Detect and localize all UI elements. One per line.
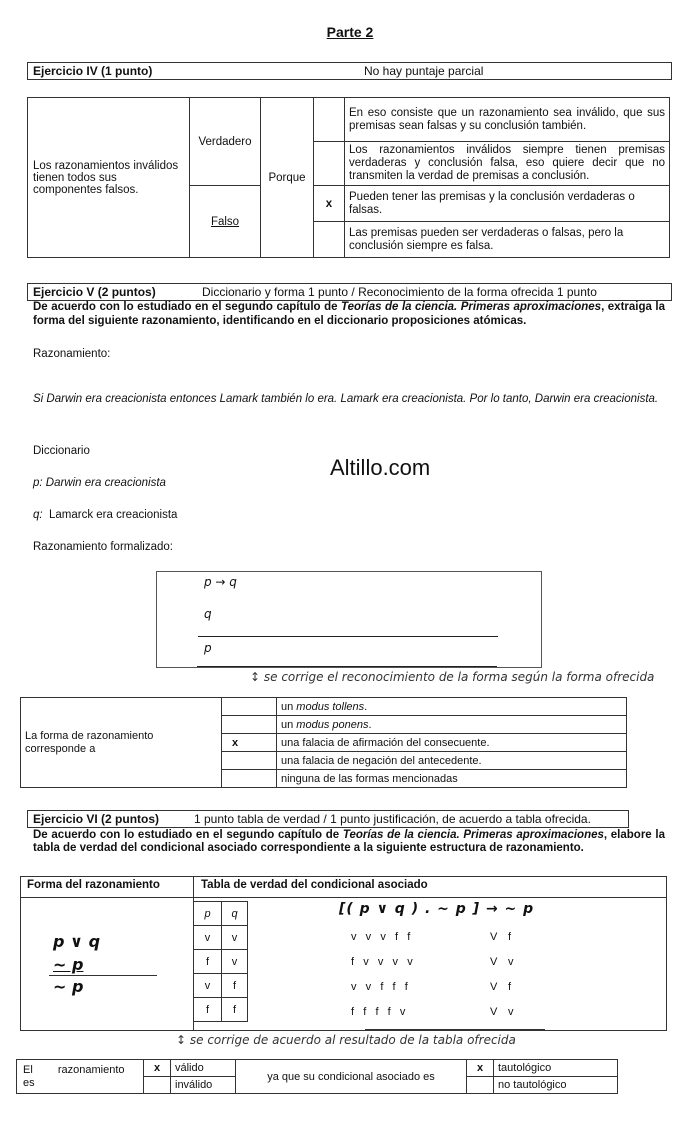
ex4-reason-4: Las premisas pueden ser verdaderas o falsas, pero la conclusión siempre es falsa. [345, 222, 670, 258]
ex4-header-note: No hay puntaje parcial [364, 64, 484, 78]
ex6-row1-p: v [194, 926, 222, 950]
ex6-final-label [17, 1060, 144, 1094]
ex6-header-title: Ejercicio VI (2 puntos) [33, 812, 160, 826]
ex6-row2-last: v [508, 956, 514, 968]
ex4-mark-cell-2 [314, 142, 345, 186]
ex6-mark-invalido [144, 1077, 171, 1094]
ex5-form-1: un modus tollens. [277, 698, 627, 716]
ex4-opt-true: Verdadero [190, 98, 261, 186]
ex6-row2-vals: f v v v v [351, 956, 413, 968]
ex6-row2-main: V [490, 956, 498, 968]
ex5-premise-1: p → q [204, 575, 237, 589]
ex5-premise-2: q [204, 607, 212, 621]
ex5-razonamiento: Si Darwin era creacionista entonces Lamark también lo era. Lamark era creacionista. Por lo tanto, Darwin era creacionista. [33, 393, 659, 405]
ex6-instructions [33, 829, 665, 855]
ex6-var-q: q [222, 902, 248, 926]
ex6-instr-book: Teorías de la ciencia. Primeras aproximaciones [342, 829, 604, 841]
ex6-no-tautologico: no tautológico [494, 1077, 618, 1094]
ex6-row3-last: f [508, 981, 512, 993]
ex6-table-underline [365, 1029, 545, 1030]
ex6-correction: ↕ se corrige de acuerdo al resultado de la tabla ofrecida [176, 1033, 516, 1047]
watermark: Altillo.com [330, 455, 431, 480]
ex6-form-c: ~ p [53, 977, 84, 996]
ex5-correction: ↕ se corrige el reconocimiento de la forma según la forma ofrecida [250, 670, 655, 684]
ex6-final-table [16, 1059, 618, 1094]
ex4-mark-cell-4 [314, 222, 345, 258]
ex6-final-label-1: El razonamiento [23, 1063, 125, 1076]
ex4-reason-3: Pueden tener las premisas y la conclusión verdaderas o falsas. [345, 186, 670, 222]
ex5-dict-q-text: Lamarck era creacionista [48, 509, 178, 521]
ex5-mark-cell-2 [222, 716, 277, 734]
ex5-form-5: ninguna de las formas mencionadas [277, 770, 627, 788]
ex6-row1-q: v [222, 926, 248, 950]
ex5-instructions [33, 300, 665, 328]
ex4-porque: Porque [261, 98, 314, 258]
ex5-instr-a: De acuerdo con lo estudiado en el segundo capítulo de [33, 301, 342, 313]
ex6-mark-tauto: x [467, 1060, 494, 1077]
ex6-formula: [( p ∨ q ) . ~ p ] → ~ p [339, 901, 535, 917]
ex6-form-line [49, 975, 157, 976]
ex4-table [27, 97, 670, 258]
ex6-ya-que: ya que su condicional asociado es [236, 1060, 467, 1094]
ex5-razonamiento-label: Razonamiento: [33, 348, 111, 360]
ex5-header-title: Ejercicio V (2 puntos) [33, 285, 156, 299]
ex4-header [27, 62, 672, 80]
ex5-form-4: una falacia de negación del antecedente. [277, 752, 627, 770]
ex5-form-2: un modus ponens. [277, 716, 627, 734]
ex6-row1-main: V [490, 931, 498, 943]
ex6-row4-q: f [222, 998, 248, 1022]
ex5-forma-label: La forma de razonamiento corresponde a [21, 698, 222, 788]
page-title: Parte 2 [326, 24, 374, 40]
ex5-header-note: Diccionario y forma 1 punto / Reconocimiento de la forma ofrecida 1 punto [202, 285, 597, 299]
ex6-row1-last: f [508, 931, 512, 943]
ex6-row3-p: v [194, 974, 222, 998]
ex5-diccionario-label: Diccionario [33, 445, 90, 457]
ex5-conclusion: p [204, 641, 212, 655]
ex6-var-p: p [194, 902, 222, 926]
ex5-instr-book: Teorías de la ciencia. Primeras aproximaciones [341, 301, 602, 313]
ex4-header-title: Ejercicio IV (1 punto) [33, 64, 153, 78]
ex6-header-note: 1 punto tabla de verdad / 1 punto justificación, de acuerdo a tabla ofrecida. [194, 812, 591, 826]
ex5-header [27, 283, 672, 301]
ex6-tautologico: tautológico [494, 1060, 618, 1077]
ex5-dict-p: p: Darwin era creacionista [33, 477, 166, 489]
ex6-row4-vals: f f f f v [351, 1006, 406, 1018]
ex6-form-p1: p ∨ q [53, 932, 101, 951]
ex6-form-p2: ~ p [53, 955, 84, 974]
ex5-mark-cell-1 [222, 698, 277, 716]
ex6-header [27, 810, 629, 828]
ex6-instr-b: , elabore la tabla de verdad del condicional asociado correspondiente a la siguiente estructura de razonamiento. [33, 829, 665, 854]
ex4-opt-false: Falso [190, 186, 261, 258]
ex5-mark-cell-4 [222, 752, 277, 770]
ex5-dict-q [33, 509, 177, 521]
ex6-table [20, 876, 667, 1031]
ex4-reason-1: En eso consiste que un razonamiento sea inválido, que sus premisas sean falsas y su conclusión también. [345, 98, 670, 142]
ex6-invalido: inválido [171, 1077, 236, 1094]
ex5-forma-table [20, 697, 627, 788]
ex6-valido: válido [171, 1060, 236, 1077]
ex5-conclusion-line [198, 636, 498, 637]
ex6-row4-main: V [490, 1006, 498, 1018]
ex5-mark-cell-5 [222, 770, 277, 788]
ex4-mark-cell-3: x [314, 186, 345, 222]
ex4-statement: Los razonamientos inválidos tienen todos sus componentes falsos. [28, 98, 190, 258]
ex5-formalizado-label: Razonamiento formalizado: [33, 541, 173, 553]
ex5-dict-q-letter: q: [33, 509, 43, 521]
ex6-instr-a: De acuerdo con lo estudiado en el segundo capítulo de [33, 829, 343, 841]
ex6-row2-p: f [194, 950, 222, 974]
ex6-row4-p: f [194, 998, 222, 1022]
ex5-instr-b: , extraiga la forma del siguiente razonamiento, identificando en el diccionario proposiciones atómicas. [33, 301, 666, 327]
ex6-col-forma: Forma del razonamiento [27, 879, 160, 891]
ex6-row3-q: f [222, 974, 248, 998]
ex6-header-line [21, 897, 666, 898]
ex6-row4-last: v [508, 1006, 514, 1018]
ex5-mark-cell-3: x [222, 734, 277, 752]
ex4-reason-2: Los razonamientos inválidos siempre tienen premisas verdaderas y conclusión falsa, eso quiere decir que no transmiten la verdad de premisas a conclusión. [345, 142, 670, 186]
ex5-form-3: una falacia de afirmación del consecuente. [277, 734, 627, 752]
ex6-row3-vals: v v f f f [351, 981, 408, 993]
ex6-row1-vals: v v v f f [351, 931, 411, 943]
ex6-vars-table [193, 901, 248, 1022]
ex6-row2-q: v [222, 950, 248, 974]
ex6-mark-valido: x [144, 1060, 171, 1077]
ex6-col-tabla: Tabla de verdad del condicional asociado [201, 879, 428, 891]
ex6-row3-main: V [490, 981, 498, 993]
ex4-mark-cell-1 [314, 98, 345, 142]
ex6-final-label-2: es [23, 1076, 35, 1089]
ex5-box-underline [197, 666, 497, 667]
ex5-formal-box [156, 571, 542, 668]
ex6-mark-no-tauto [467, 1077, 494, 1094]
